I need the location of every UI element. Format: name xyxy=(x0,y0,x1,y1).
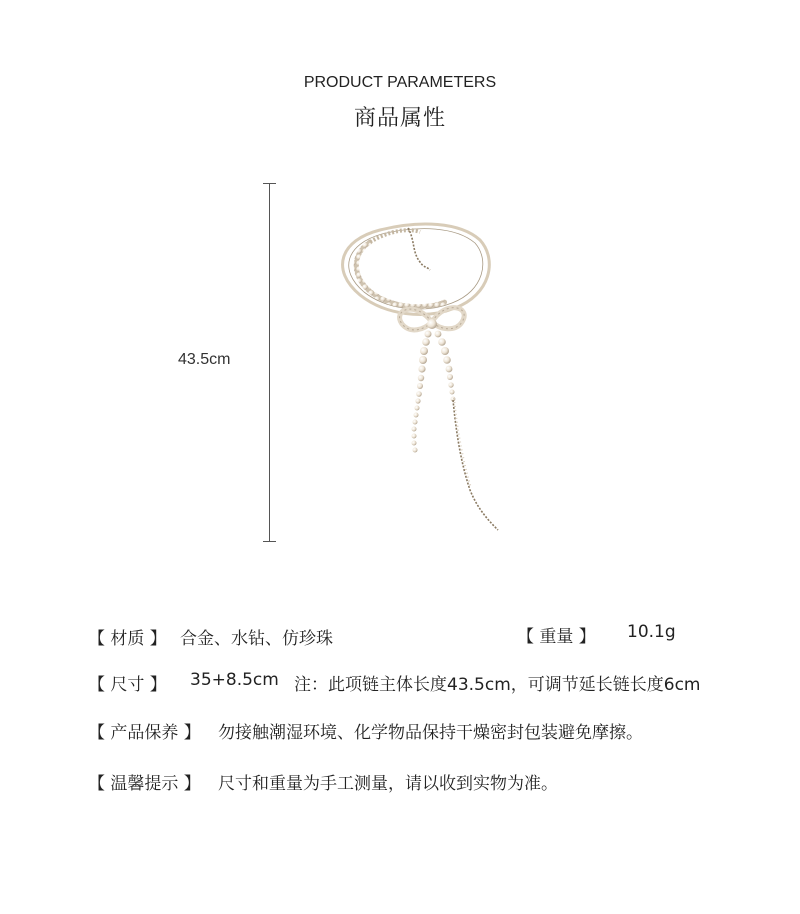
dimension-bottom-cap xyxy=(263,541,276,542)
care-value: 勿接触潮湿环境、化学物品保持干燥密封包装避免摩擦。 xyxy=(218,723,643,743)
size-value: 35+8.5cm xyxy=(190,670,279,690)
material-value: 合金、水钻、仿珍珠 xyxy=(180,629,333,649)
care-label: 【 产品保养 】 xyxy=(88,723,201,743)
param-row-size xyxy=(88,670,701,695)
size-note: 注：此项链主体长度43.5cm，可调节延长链长度6cm xyxy=(294,675,701,695)
weight-label: 【 重量 】 xyxy=(517,627,596,647)
length-dimension-label: 43.5cm xyxy=(178,351,231,368)
param-row-material xyxy=(88,624,333,649)
weight-value: 10.1g xyxy=(627,622,676,642)
tips-value: 尺寸和重量为手工测量，请以收到实物为准。 xyxy=(218,774,558,794)
pearl-bow-necklace-photo xyxy=(320,200,550,540)
param-row-care xyxy=(88,718,643,743)
size-label: 【 尺寸 】 xyxy=(88,675,167,695)
param-row-tips xyxy=(88,769,558,794)
length-dimension-line xyxy=(269,183,270,541)
material-label: 【 材质 】 xyxy=(88,629,167,649)
product-attributes-heading: 商品属性 xyxy=(353,106,446,131)
dimension-top-cap xyxy=(263,183,276,184)
param-row-weight xyxy=(517,622,676,647)
product-parameters-heading: PRODUCT PARAMETERS xyxy=(303,74,497,91)
tips-label: 【 温馨提示 】 xyxy=(88,774,201,794)
